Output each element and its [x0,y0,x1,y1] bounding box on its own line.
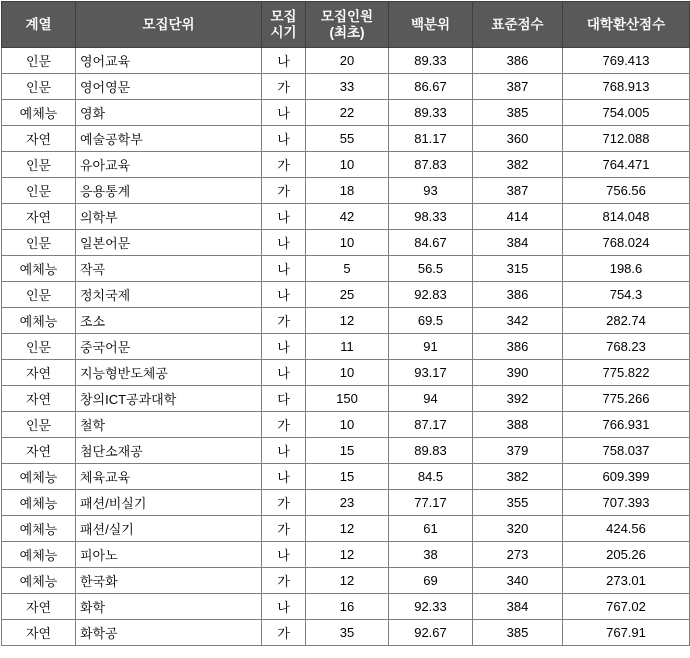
cell-series: 인문 [2,74,76,100]
cell-pct: 92.67 [389,620,473,646]
cell-std: 386 [473,282,563,308]
cell-quota: 33 [306,74,389,100]
cell-quota: 150 [306,386,389,412]
cell-unit: 의학부 [76,204,262,230]
cell-series: 예체능 [2,516,76,542]
table-row [2,282,690,308]
cell-unit: 창의ICT공과대학 [76,386,262,412]
cell-conv: 768.024 [563,230,690,256]
cell-series: 자연 [2,126,76,152]
column-header-6-line-0: 대학환산점수 [586,16,666,32]
admissions-table-container [0,1,690,646]
cell-pct: 77.17 [389,490,473,516]
table-row [2,412,690,438]
column-header-5-line-0: 표준점수 [491,16,544,32]
cell-time: 나 [262,542,306,568]
cell-std: 387 [473,74,563,100]
cell-conv: 205.26 [563,542,690,568]
cell-quota: 12 [306,542,389,568]
cell-pct: 91 [389,334,473,360]
cell-pct: 92.83 [389,282,473,308]
cell-time: 가 [262,516,306,542]
cell-time: 나 [262,48,306,74]
column-header-3 [306,2,389,48]
cell-conv: 198.6 [563,256,690,282]
cell-std: 355 [473,490,563,516]
cell-conv: 768.23 [563,334,690,360]
cell-time: 가 [262,412,306,438]
cell-unit: 작곡 [76,256,262,282]
cell-std: 360 [473,126,563,152]
table-row [2,178,690,204]
cell-series: 인문 [2,412,76,438]
cell-std: 387 [473,178,563,204]
column-header-4 [389,2,473,48]
cell-series: 인문 [2,282,76,308]
cell-unit: 지능형반도체공 [76,360,262,386]
cell-std: 414 [473,204,563,230]
cell-series: 자연 [2,620,76,646]
cell-quota: 12 [306,516,389,542]
cell-pct: 98.33 [389,204,473,230]
column-header-5 [473,2,563,48]
column-header-4-line-0: 백분위 [410,16,451,32]
cell-std: 382 [473,152,563,178]
cell-quota: 42 [306,204,389,230]
table-row [2,126,690,152]
cell-std: 385 [473,620,563,646]
cell-quota: 10 [306,152,389,178]
cell-pct: 94 [389,386,473,412]
header-row [2,2,690,48]
cell-conv: 707.393 [563,490,690,516]
cell-quota: 12 [306,308,389,334]
cell-conv: 814.048 [563,204,690,230]
cell-std: 315 [473,256,563,282]
column-header-2 [262,2,306,48]
cell-unit: 응용통계 [76,178,262,204]
cell-conv: 754.005 [563,100,690,126]
table-row [2,230,690,256]
cell-time: 가 [262,152,306,178]
column-header-2-line-0: 모집 [270,8,297,24]
cell-time: 가 [262,620,306,646]
cell-time: 가 [262,308,306,334]
cell-conv: 769.413 [563,48,690,74]
cell-std: 340 [473,568,563,594]
cell-series: 인문 [2,230,76,256]
cell-pct: 81.17 [389,126,473,152]
cell-time: 나 [262,334,306,360]
cell-unit: 화학공 [76,620,262,646]
cell-unit: 영어교육 [76,48,262,74]
cell-time: 가 [262,568,306,594]
cell-unit: 한국화 [76,568,262,594]
cell-conv: 758.037 [563,438,690,464]
cell-pct: 93.17 [389,360,473,386]
cell-pct: 92.33 [389,594,473,620]
cell-unit: 조소 [76,308,262,334]
cell-pct: 56.5 [389,256,473,282]
cell-series: 자연 [2,386,76,412]
cell-std: 386 [473,48,563,74]
cell-series: 자연 [2,594,76,620]
column-header-0 [2,2,76,48]
cell-quota: 15 [306,464,389,490]
table-row [2,386,690,412]
cell-std: 386 [473,334,563,360]
table-row [2,464,690,490]
cell-time: 나 [262,204,306,230]
cell-time: 다 [262,386,306,412]
table-row [2,568,690,594]
cell-conv: 712.088 [563,126,690,152]
cell-quota: 12 [306,568,389,594]
cell-quota: 11 [306,334,389,360]
column-header-6 [563,2,690,48]
cell-quota: 35 [306,620,389,646]
cell-pct: 84.5 [389,464,473,490]
column-header-3-line-0: 모집인원 [320,8,374,24]
cell-std: 382 [473,464,563,490]
cell-series: 자연 [2,204,76,230]
cell-series: 예체능 [2,256,76,282]
cell-unit: 중국어문 [76,334,262,360]
cell-series: 예체능 [2,100,76,126]
cell-quota: 15 [306,438,389,464]
cell-conv: 775.266 [563,386,690,412]
cell-unit: 화학 [76,594,262,620]
cell-std: 384 [473,230,563,256]
cell-conv: 424.56 [563,516,690,542]
cell-quota: 23 [306,490,389,516]
table-row [2,256,690,282]
cell-quota: 22 [306,100,389,126]
cell-time: 나 [262,256,306,282]
cell-unit: 정치국제 [76,282,262,308]
cell-pct: 38 [389,542,473,568]
admissions-table [1,1,690,646]
cell-time: 가 [262,74,306,100]
cell-pct: 84.67 [389,230,473,256]
cell-conv: 775.822 [563,360,690,386]
cell-time: 가 [262,490,306,516]
cell-quota: 20 [306,48,389,74]
table-row [2,438,690,464]
cell-conv: 767.02 [563,594,690,620]
cell-unit: 유아교육 [76,152,262,178]
column-header-3-line-1: (최초) [329,24,365,40]
cell-quota: 18 [306,178,389,204]
column-header-1 [76,2,262,48]
cell-quota: 25 [306,282,389,308]
cell-conv: 768.913 [563,74,690,100]
cell-time: 나 [262,100,306,126]
cell-series: 인문 [2,334,76,360]
cell-series: 예체능 [2,464,76,490]
cell-conv: 282.74 [563,308,690,334]
cell-series: 자연 [2,438,76,464]
table-row [2,100,690,126]
cell-time: 나 [262,230,306,256]
cell-time: 가 [262,178,306,204]
cell-conv: 273.01 [563,568,690,594]
table-body [2,48,690,646]
cell-conv: 756.56 [563,178,690,204]
cell-unit: 예술공학부 [76,126,262,152]
table-row [2,594,690,620]
cell-unit: 영어영문 [76,74,262,100]
cell-std: 379 [473,438,563,464]
column-header-2-line-1: 시기 [270,24,297,40]
cell-std: 385 [473,100,563,126]
table-header [2,2,690,48]
cell-unit: 철학 [76,412,262,438]
cell-unit: 패션/실기 [76,516,262,542]
cell-quota: 10 [306,360,389,386]
cell-std: 320 [473,516,563,542]
cell-quota: 55 [306,126,389,152]
cell-std: 392 [473,386,563,412]
table-row [2,542,690,568]
table-row [2,620,690,646]
cell-time: 나 [262,282,306,308]
cell-quota: 5 [306,256,389,282]
cell-unit: 체육교육 [76,464,262,490]
cell-unit: 첨단소재공 [76,438,262,464]
cell-std: 273 [473,542,563,568]
cell-conv: 609.399 [563,464,690,490]
column-header-0-line-0: 계열 [25,16,52,32]
cell-quota: 10 [306,230,389,256]
cell-pct: 87.17 [389,412,473,438]
cell-std: 384 [473,594,563,620]
cell-pct: 69 [389,568,473,594]
cell-series: 예체능 [2,490,76,516]
table-row [2,334,690,360]
table-row [2,490,690,516]
cell-unit: 피아노 [76,542,262,568]
cell-time: 나 [262,360,306,386]
cell-series: 자연 [2,360,76,386]
cell-pct: 93 [389,178,473,204]
cell-pct: 69.5 [389,308,473,334]
table-row [2,48,690,74]
cell-time: 나 [262,438,306,464]
table-row [2,308,690,334]
cell-std: 388 [473,412,563,438]
cell-series: 예체능 [2,568,76,594]
cell-unit: 일본어문 [76,230,262,256]
cell-series: 인문 [2,48,76,74]
table-row [2,516,690,542]
cell-unit: 패션/비실기 [76,490,262,516]
cell-pct: 86.67 [389,74,473,100]
cell-pct: 89.83 [389,438,473,464]
cell-pct: 87.83 [389,152,473,178]
cell-pct: 89.33 [389,100,473,126]
cell-series: 인문 [2,152,76,178]
cell-quota: 10 [306,412,389,438]
cell-pct: 61 [389,516,473,542]
cell-conv: 764.471 [563,152,690,178]
cell-conv: 766.931 [563,412,690,438]
cell-series: 예체능 [2,542,76,568]
cell-pct: 89.33 [389,48,473,74]
cell-time: 나 [262,126,306,152]
table-row [2,204,690,230]
cell-time: 나 [262,464,306,490]
table-row [2,152,690,178]
cell-std: 342 [473,308,563,334]
cell-std: 390 [473,360,563,386]
cell-quota: 16 [306,594,389,620]
cell-series: 인문 [2,178,76,204]
cell-time: 나 [262,594,306,620]
table-row [2,74,690,100]
cell-conv: 754.3 [563,282,690,308]
column-header-1-line-0: 모집단위 [142,16,195,32]
table-row [2,360,690,386]
cell-conv: 767.91 [563,620,690,646]
cell-unit: 영화 [76,100,262,126]
cell-series: 예체능 [2,308,76,334]
